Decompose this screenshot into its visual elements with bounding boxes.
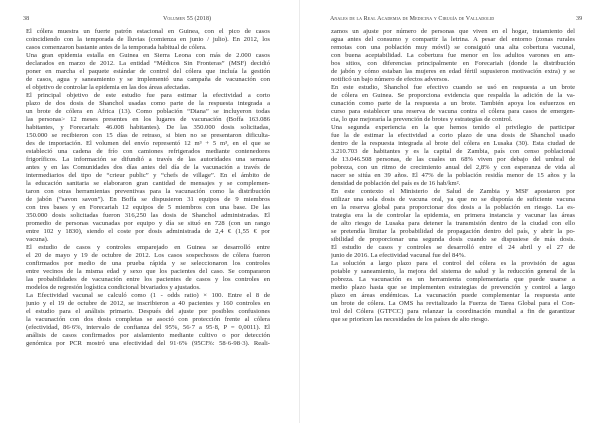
text-line: declarados en marzo de 2012. La entidad “Médicos Sin Fronteras” (MSF) decidió xyxy=(26,60,270,67)
text-line: Una gran epidemia estalla en Guinea en Sierra Leona con más de 2.000 casos xyxy=(26,52,270,59)
text-line: fue la de estimar la efectividad a corto plazo de una dosis de Shanchol usado xyxy=(331,132,575,139)
text-line: promedio de personas vacunadas por equipo y día se situó en 728 (con un rango xyxy=(26,220,270,227)
text-line: Una segunda experiencia en la que hemos tenido el privilegio de participar xyxy=(331,124,575,131)
text-line: frigoríficos. La información se difundió a través de las autoridades una semana xyxy=(26,156,270,163)
text-line: pobreza. La vacunación es un herramienta complementaria que puede usarse a xyxy=(331,276,575,283)
text-line: notificó un bajo número de efectos adversos. xyxy=(331,76,450,83)
text-line: modelos de regresión logística condicional bivariados y ajustados. xyxy=(26,284,201,291)
text-line: densidad de población del país es de 16 hab/km². xyxy=(331,180,461,187)
text-line: vacuna). xyxy=(26,236,49,243)
text-line: sibilidad de proporcionar una segunda dosis cuando se dispusiese de más dosis. xyxy=(331,236,575,243)
text-line: poner en marcha el paquete estándar de control del cólera que incluía la gestión xyxy=(26,68,270,75)
text-line: En este contexto el Ministerio de Salud de Zambia y MSF apostaron por xyxy=(331,188,575,195)
text-line: las probabilidades de vacunación entre los pacientes de casos y los controles en xyxy=(26,276,270,283)
text-line: entre vecinos de la misma edad y sexo que los pacientes del caso. Se compararon xyxy=(26,268,270,275)
text-line: las personas> 12 meses presentes en los lugares de vacunación (Boffa 163.086 xyxy=(26,116,270,123)
text-line: remotas con una población muy móvil) se consiguió una alta cobertura vacunal, xyxy=(331,44,575,51)
text-line: de casos, agua y saneamiento y se implementó una campaña de vacunación con xyxy=(26,76,270,83)
text-line: El principal objetivo de este estudio fue para estimar la efectividad a corto xyxy=(26,92,270,99)
text-line: trol del Cólera (GTFCC) para relanzar la coordinación mundial a fin de garantizar xyxy=(331,308,575,315)
text-line: confirmados por medio de una prueba rápida y se seleccionaron los controles xyxy=(26,260,270,267)
right-page xyxy=(300,0,600,423)
text-line: curso para establecer una reserva de vacuna contra el cólera para casos de emergen- xyxy=(331,108,575,115)
text-line: El estudio de casos y controles emparejado en Guinea se desarrolló entre xyxy=(26,244,270,251)
text-line: El cólera muestra un fuerte patrón estacional en Guinea, con el pico de casos xyxy=(26,28,270,35)
text-line: agua antes del consumo y compartir la letrina. A pesar del entorno (zonas rurales xyxy=(331,36,575,43)
text-line: que se prioricen las necesidades de los países de alto riesgo. xyxy=(331,316,490,323)
text-line: el estudio para el análisis primario. Después del ajuste por posibles confusiones xyxy=(26,308,270,315)
text-line: genómica por PCR mostró una efectividad del 91·6% (95CI%: 58·6-98·3). Reali- xyxy=(26,340,270,347)
right-page-number: 39 xyxy=(576,16,583,22)
left-running-head: Volumen 55 (2018) xyxy=(163,16,212,22)
text-line: pobreza, con un ritmo de crecimiento anual del 2,8% y con esperanza de vida al xyxy=(331,164,575,171)
text-line: de cólera en Guinea. Se proporciona evidencia que respalda la adición de la va- xyxy=(331,92,575,99)
text-line: utilizar una sola dosis de vacuna oral, ya que no se disponía de suficiente vacuna xyxy=(331,196,575,203)
text-line: 3.210.703 de habitantes y es la capital de Zambia, país con censo poblacional xyxy=(331,148,575,155)
text-line: potable y saneamiento, la mejora del sistema de salud y la reducción general de la xyxy=(331,268,575,275)
right-body-text xyxy=(331,28,575,324)
text-line: plazo en áreas endémicas. La vacunación puede complementar la respuesta ante xyxy=(331,292,575,299)
text-line: en la reserva global para proporcionar dos dosis a la población en riesgo. La es- xyxy=(331,204,575,211)
text-line: la educación sanitaria se elaboraron gran cantidad de mensajes y se complemen- xyxy=(26,180,270,187)
text-line: se pretendía limitar la probabilidad de propagación dentro del país, y abrir la po- xyxy=(331,228,575,235)
left-page-number: 38 xyxy=(23,16,30,22)
text-line: de jabón (“savon savon”). En Boffa se dispusieron 31 equipos de 9 miembros xyxy=(26,196,270,203)
text-line: trategia era la de controlar la epidemia, en primera instancia y vacunar las áreas xyxy=(331,212,575,219)
text-line: cia, lo que mejoraría la prevención de brotes y estrategias de control. xyxy=(331,116,513,123)
text-line: un brote de cólera en África (13). Como población “Diana” se incluyeron todas xyxy=(26,108,270,115)
text-line: taron con otras herramientas preventivas para la vacunación como la distribución xyxy=(26,188,270,195)
text-line: entre 102 y 1830), siendo el coste por dosis administrada de 2,4 € (1,55 € por xyxy=(26,228,270,235)
text-line: dentro de la respuesta integrada al brote del cólera en Lusaka (30). Esta ciudad de xyxy=(331,140,575,147)
text-line: El estudio de casos y controles se desarrolló entre el 24 abril y el 27 de xyxy=(331,244,575,251)
text-line: La solución a largo plazo para el control del cólera es la provisión de agua xyxy=(331,260,575,267)
text-line: un brote de cólera. La OMS ha revitalizado la Fuerza de Tarea Global para el Con- xyxy=(331,300,575,307)
text-line: intermediarios del tipo de “crieur public” y “chefs de village”. En el ámbito de xyxy=(26,172,270,179)
text-line: cunación como parte de la respuesta a un brote. También apoya los esfuerzos en xyxy=(331,100,575,107)
text-line: junio de 2016. La efectividad vacunal fue del 84%. xyxy=(331,252,466,259)
text-line: de 13.046.508 personas, de las cuales un 68% viven por debajo del umbral de xyxy=(331,156,575,163)
text-line: En este estudio, Shanchol fue efectivo cuando se usó en respuesta a un brote xyxy=(331,84,575,91)
text-line: junio y el 19 de octubre de 2012, se inscribieron a 40 pacientes y 160 controles en xyxy=(26,300,270,307)
text-line: la vacunación con dos dosis completas se asoció con protección frente al cólera xyxy=(26,316,270,323)
text-line: La Efectividad vacunal se calculó como (1 - odds ratio) × 100. Entre el 8 de xyxy=(26,292,270,299)
text-line: de alto riesgo de Lusaka para detener la transmisión dentro de la ciudad con ello xyxy=(331,220,575,227)
text-line: antes y en las Comunidades dos días antes del día de la vacunación a través de xyxy=(26,164,270,171)
left-body-text xyxy=(26,28,270,348)
text-line: zamos un ajuste por número de personas que viven en el hogar, tratamiento del xyxy=(331,28,575,35)
text-line: coincidiendo con la temporada de lluvias (comienza en junio / julio). En 2012, los xyxy=(26,36,270,43)
text-line: medio plazo hasta que se implementen estrategias de prevención y control a largo xyxy=(331,284,575,291)
text-line: des de importación. El volumen del envío representó 12 m³ + 5 m³, en el que se xyxy=(26,140,270,147)
text-line: 150.000 se recibieron con 15 días de retraso, si bien no se presentaron dificulta- xyxy=(26,132,270,139)
text-line: estableció una cadena de frío con camiones refrigerados mediante contenedores xyxy=(26,148,270,155)
text-line: (efectividad, 86·6%, intervalo de confianza del 95%, 56·7 a 95·8, P = 0,0011). El xyxy=(26,324,270,331)
text-line: 350.000 dosis solicitadas fueron 316,250 las dosis de Shanchol administradas. El xyxy=(26,212,270,219)
text-line: casos comenzaron bastante antes de la temporada habitual de cólera. xyxy=(26,44,207,51)
text-line: bos sitios, con diferencias principalmente en Forecariah (donde la distribución xyxy=(331,60,575,67)
text-line: de jabón y cómo estaban las mujeres en edad fértil supusieron motivación extra) y se xyxy=(331,68,575,75)
text-line: habitantes, y Forecariah: 46.008 habitantes). De las 350.000 dosis solicitadas, xyxy=(26,124,270,131)
text-line: el 20 de mayo y 19 de octubre de 2012. Los casos sospechosos de cólera fueron xyxy=(26,252,270,259)
text-line: el objetivo de controlar la epidemia en las dos áreas afectadas. xyxy=(26,84,191,91)
text-line: con buena aceptabilidad. La cobertura fue menor en los adultos varones en am- xyxy=(331,52,575,59)
text-line: plazo de dos dosis de Shanchol usadas como parte de la respuesta integrada a xyxy=(26,100,270,107)
text-line: análisis de casos confirmados por aislamiento mediante cultivo o por detección xyxy=(26,332,270,339)
text-line: nacer se sitúa en 39 años. El 47% de la población residía menor de 15 años y la xyxy=(331,172,575,179)
right-running-head: Anales de la Real Academia de Medicina y Cirugía de Valladolid xyxy=(330,16,495,22)
text-line: con tres bases y en Forecariah 12 equipos de 5 miembros con una base. De las xyxy=(26,204,270,211)
